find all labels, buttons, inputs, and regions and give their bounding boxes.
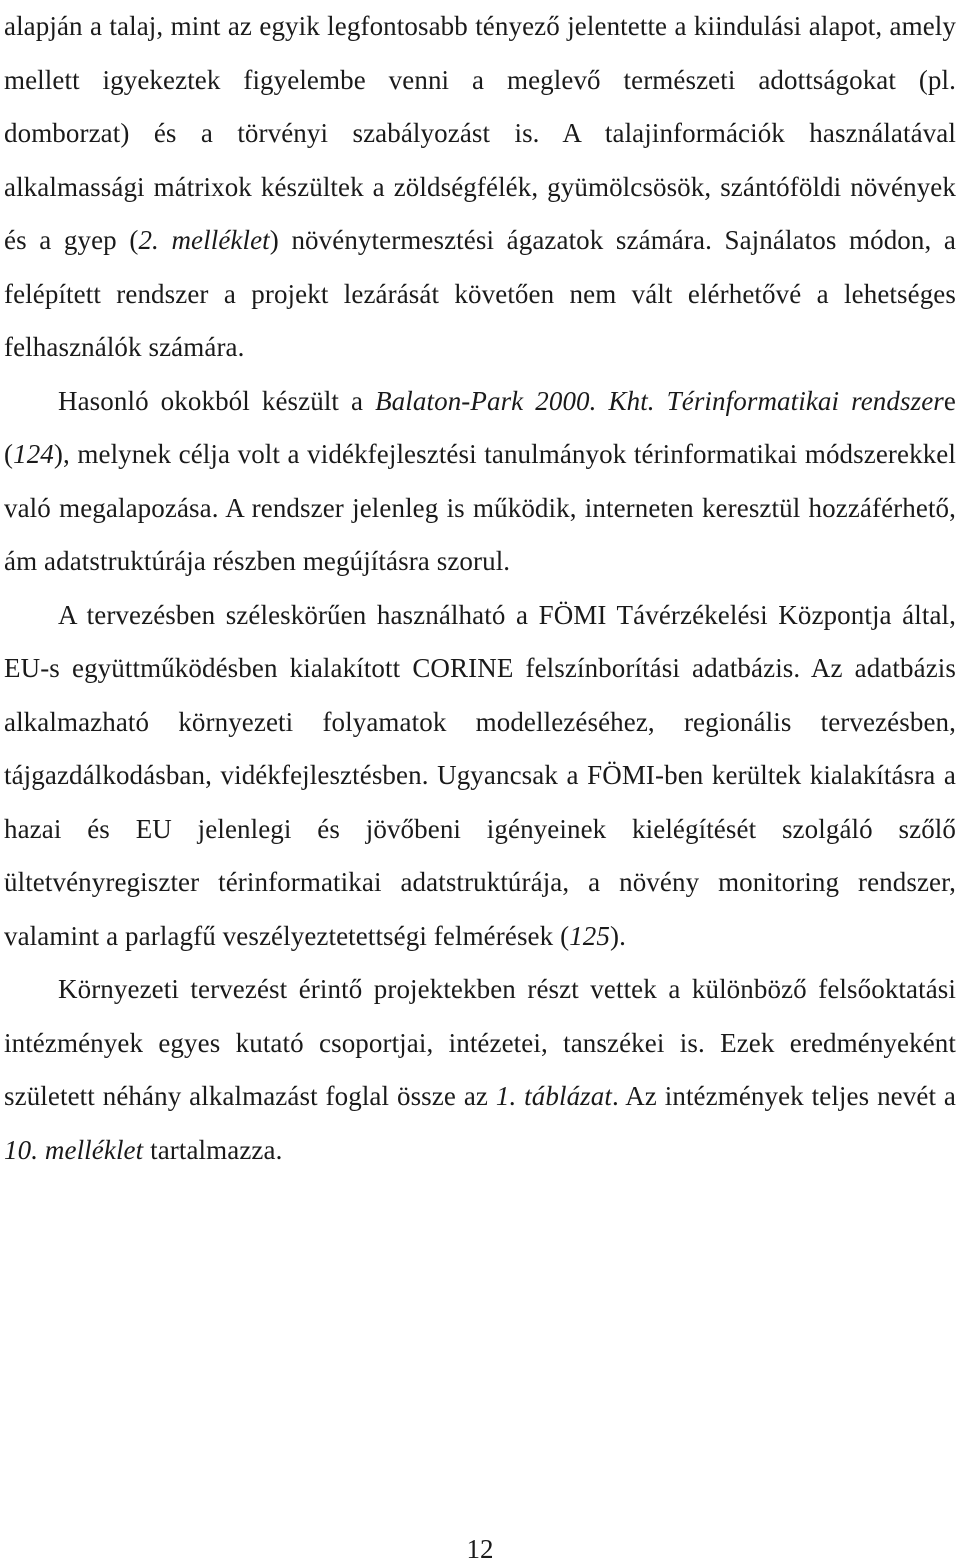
paragraph-2-text-a: Hasonló okokból készült a	[58, 385, 376, 416]
page-number: 12	[466, 1534, 494, 1564]
body-text	[4, 0, 956, 1177]
paragraph-1-text-b: ) növénytermesztési ágazatok számára. Sajnálatos módon, a felépített rendszer a projekt lezárását követően nem vált elérhetővé a lehetséges felhasználók számára.	[4, 225, 957, 362]
organization-name: Balaton-Park 2000. Kht. Térinformatikai rendszer	[375, 385, 944, 416]
paragraph-4-text-b: . Az intézmények teljes nevét a	[611, 1081, 956, 1111]
paragraph-4-text-a: Környezeti tervezést érintő projektekben részt vettek a különböző felsőoktatási intézmények egyes kutató csoportjai, intézetei, tanszékei is. Ezek eredményeként született néhány alkalmazást foglal össze az	[4, 974, 956, 1111]
paragraph-3-text-b: ).	[610, 920, 626, 951]
paragraph-2-text-b: e (	[4, 385, 956, 469]
citation-124: 124	[13, 439, 54, 469]
appendix-reference: 2. melléklet	[138, 225, 270, 255]
paragraph-1	[4, 0, 956, 375]
paragraph-4	[4, 963, 956, 1177]
appendix-reference-10: 10. melléklet	[4, 1134, 144, 1165]
paragraph-2	[4, 375, 956, 589]
paragraph-3-text-a: A tervezésben széleskörűen használható a FÖMI Távérzékelési Központja által, EU-s együttműködésben kialakított CORINE felszínborítási adatbázis. Az adatbázis alkalmazható környezeti folyamatok modellezéséhez, regionális tervezésben, tájgazdálkodásban, vidékfejlesztésben. Ugyancsak a FÖMI-ben kerültek kialakításra a hazai és EU jelenlegi és jövőbeni igényeinek kielégítését szolgáló szőlő ültetvényregiszter térinformatikai adatstruktúrája, a növény monitoring rendszer, valamint a parlagfű veszélyeztetettségi felmérések (	[4, 599, 956, 951]
paragraph-2-text-c: ), melynek célja volt a vidékfejlesztési tanulmányok térinformatikai módszerekkel való megalapozása. A rendszer jelenleg is működik, interneten keresztül hozzáférhető, ám adatstruktúrája részben megújításra szorul.	[4, 439, 956, 576]
citation-125: 125	[569, 920, 610, 951]
paragraph-1-text-a: alapján a talaj, mint az egyik legfontosabb tényező jelentette a kiindulási alapot, amely mellett igyekeztek figyelembe venni a meglevő természeti adottságokat (pl. domborzat) és a törvényi szabályozást is. A talajinformációk használatával alkalmassági mátrixok készültek a zöldségfélék, gyümölcsösök, szántóföldi növények és a gyep (	[4, 11, 956, 255]
paragraph-3	[4, 589, 956, 964]
paragraph-4-text-c: tartalmazza.	[143, 1134, 283, 1165]
table-reference: 1. táblázat	[495, 1081, 612, 1111]
